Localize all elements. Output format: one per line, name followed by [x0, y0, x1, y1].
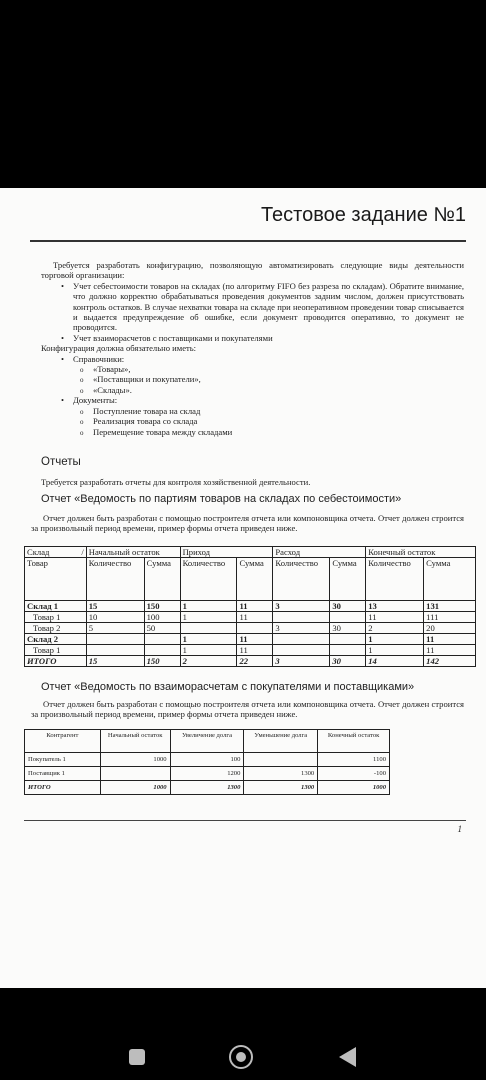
table-cell: 1	[180, 612, 237, 623]
table-total-row	[25, 656, 476, 667]
table-cell: 15	[86, 656, 144, 667]
subheader-cell: Количество	[273, 558, 330, 601]
report1-heading: Отчет «Ведомость по партиям товаров на складах по себестоимости»	[41, 493, 402, 505]
table-cell: 1300	[244, 781, 318, 795]
table-cell: 1300	[244, 767, 318, 781]
table-cell: 11	[237, 612, 273, 623]
table-cell: 11	[366, 612, 424, 623]
ref-item: o «Склады».	[93, 385, 464, 395]
table-cell: 1000	[318, 781, 390, 795]
config-label: Конфигурация должна обязательно иметь:	[41, 343, 197, 354]
table-cell: ИТОГО	[25, 656, 87, 667]
header-cell-tovar: Товар	[25, 558, 87, 601]
table-cell: 2	[180, 656, 237, 667]
table-cell: 1	[180, 645, 237, 656]
table-cell: 1100	[318, 753, 390, 767]
table-cell	[144, 634, 180, 645]
table-cell	[86, 645, 144, 656]
doc-item: o Поступление товара на склад	[93, 406, 464, 416]
table-cell	[273, 612, 330, 623]
back-icon[interactable]	[339, 1047, 356, 1067]
table-cell: 150	[144, 656, 180, 667]
table-cell: 5	[86, 623, 144, 634]
table-cell: 11	[237, 634, 273, 645]
header-cell: Уменьшение долга	[244, 730, 318, 753]
table-cell: 50	[144, 623, 180, 634]
table-cell: Склад 2	[25, 634, 87, 645]
subheader-cell: Сумма	[424, 558, 476, 601]
navigation-bar	[0, 1020, 486, 1080]
table-cell	[330, 645, 366, 656]
table-cell: Покупатель 1	[25, 753, 101, 767]
table-cell: 1300	[170, 781, 244, 795]
header-cell-sklad: Склад /	[25, 547, 87, 558]
table-cell: 3	[273, 656, 330, 667]
table-cell	[273, 634, 330, 645]
config-item-refs	[73, 354, 464, 396]
header-cell-group: Расход	[273, 547, 366, 558]
table-row	[25, 634, 476, 645]
table-row	[25, 767, 390, 781]
table-header-row	[25, 730, 390, 753]
intro-paragraph: Требуется разработать конфигурацию, позволяющую автоматизировать следующие виды деятельности торговой организации:	[41, 260, 464, 281]
header-cell: Контрагент	[25, 730, 101, 753]
document-title: Тестовое задание №1	[260, 204, 466, 226]
table-cell: 1	[366, 634, 424, 645]
settlements-report-table	[24, 729, 390, 795]
table-cell: 2	[366, 623, 424, 634]
reports-paragraph: Требуется разработать отчеты для контроля хозяйственной деятельности.	[41, 477, 311, 487]
table-cell: 13	[366, 601, 424, 612]
doc-item: o Реализация товара со склада	[93, 416, 464, 426]
table-cell: 100	[144, 612, 180, 623]
table-cell	[330, 612, 366, 623]
table-cell	[144, 645, 180, 656]
report2-paragraph: Отчет должен быть разработан с помощью построителя отчета или компоновщика отчета. Отчет должен строится за произвольный период времени, пример формы отчета приведен ниже.	[31, 699, 464, 720]
table-cell	[244, 753, 318, 767]
header-cell-group: Конечный остаток	[366, 547, 476, 558]
header-cell: Начальный остаток	[100, 730, 170, 753]
table-cell: 142	[424, 656, 476, 667]
table-cell	[86, 634, 144, 645]
config-list	[41, 354, 464, 437]
table-cell: 10	[86, 612, 144, 623]
table-cell: Поставщик 1	[25, 767, 101, 781]
table-cell	[180, 623, 237, 634]
document-page	[0, 188, 486, 988]
requirements-block	[41, 260, 464, 437]
table-cell: 1000	[100, 781, 170, 795]
table-row	[25, 623, 476, 634]
recent-apps-icon[interactable]	[129, 1049, 145, 1065]
requirements-list	[41, 281, 464, 343]
table-cell: ИТОГО	[25, 781, 101, 795]
table-cell: 11	[237, 601, 273, 612]
table-cell: Товар 2	[25, 623, 87, 634]
config-item-docs	[73, 395, 464, 437]
reports-heading: Отчеты	[41, 456, 81, 468]
table-row	[25, 612, 476, 623]
table-cell: 1	[366, 645, 424, 656]
table-cell: 20	[424, 623, 476, 634]
table-cell: 30	[330, 601, 366, 612]
table-cell: 3	[273, 601, 330, 612]
table-cell: 11	[424, 645, 476, 656]
header-cell: Конечный остаток	[318, 730, 390, 753]
table-cell: 30	[330, 656, 366, 667]
table-cell: Товар 1	[25, 645, 87, 656]
subheader-cell: Сумма	[237, 558, 273, 601]
title-rule	[30, 240, 466, 242]
table-cell: 1200	[170, 767, 244, 781]
table-cell: 1000	[100, 753, 170, 767]
doc-item: o Перемещение товара между складами	[93, 427, 464, 437]
subheader-cell: Количество	[86, 558, 144, 601]
subheader-cell: Сумма	[144, 558, 180, 601]
page-number: 1	[457, 824, 462, 834]
header-cell: Увеличение долга	[170, 730, 244, 753]
subheader-cell: Количество	[366, 558, 424, 601]
table-cell: 1	[180, 601, 237, 612]
table-cell: 11	[237, 645, 273, 656]
table-cell: 22	[237, 656, 273, 667]
table-cell: 100	[170, 753, 244, 767]
table-cell: Товар 1	[25, 612, 87, 623]
table-subheader-row	[25, 558, 476, 601]
header-cell-group: Приход	[180, 547, 273, 558]
requirement-item: • Учет себестоимости товаров на складах (по алгоритму FIFO без разреза по складам). Обратите внимание, что должно корректно обрабатываться проведения документов задним числом, должен присутствовать контроль остатков. В случае нехватки товара на складе при неоперативном проведении товар списывается и выдается предупреждение об ошибке, если документ проводится оперативно, то документ не проводится.	[73, 281, 464, 333]
subheader-cell: Сумма	[330, 558, 366, 601]
docs-label: Документы:	[73, 395, 118, 406]
refs-list	[73, 364, 464, 395]
table-cell	[273, 645, 330, 656]
home-icon[interactable]	[229, 1045, 253, 1069]
footer-rule	[24, 820, 466, 821]
table-cell	[237, 623, 273, 634]
table-row	[25, 601, 476, 612]
header-cell-group: Начальный остаток	[86, 547, 180, 558]
table-cell: Склад 1	[25, 601, 87, 612]
docs-list	[73, 406, 464, 437]
ref-item: o «Поставщики и покупатели»,	[93, 374, 464, 384]
table-cell: 11	[424, 634, 476, 645]
table-cell: 150	[144, 601, 180, 612]
table-cell: 111	[424, 612, 476, 623]
batch-report-table	[24, 546, 476, 667]
table-cell: 131	[424, 601, 476, 612]
table-header-row	[25, 547, 476, 558]
subheader-cell: Количество	[180, 558, 237, 601]
table-row	[25, 753, 390, 767]
table-cell: 1	[180, 634, 237, 645]
table-cell: 15	[86, 601, 144, 612]
table-cell: 3	[273, 623, 330, 634]
table-cell	[100, 767, 170, 781]
ref-item: o «Товары»,	[93, 364, 464, 374]
table-cell: -100	[318, 767, 390, 781]
table-cell: 30	[330, 623, 366, 634]
requirement-item: • Учет взаиморасчетов с поставщиками и покупателями	[73, 333, 464, 343]
report2-heading: Отчет «Ведомость по взаиморасчетам с покупателями и поставщиками»	[41, 681, 415, 693]
table-cell: 14	[366, 656, 424, 667]
refs-label: Справочники:	[73, 353, 125, 364]
table-row	[25, 645, 476, 656]
report1-paragraph: Отчет должен быть разработан с помощью построителя отчета или компоновщика отчета. Отчет должен строится за произвольный период времени, пример формы отчета приведен ниже.	[31, 513, 464, 534]
table-total-row	[25, 781, 390, 795]
table-cell	[330, 634, 366, 645]
